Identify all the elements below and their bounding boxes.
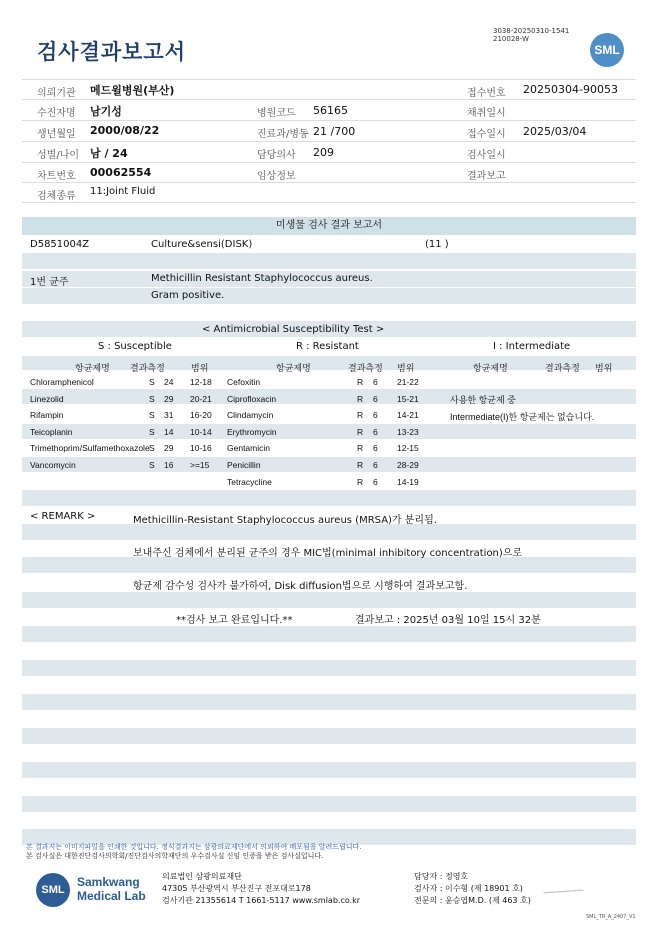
col1-drug: Teicoplanin <box>30 427 73 437</box>
col1-val: 29 <box>164 443 174 453</box>
footer-brand2: Medical Lab <box>77 889 146 903</box>
col2-val: 6 <box>373 443 378 453</box>
col1-val: 29 <box>164 394 174 404</box>
col2-res: R <box>357 427 364 437</box>
footer-staff2: 검사자 : 이수형 (제 18901 호) <box>414 884 523 893</box>
col2-range: 21-22 <box>397 377 419 387</box>
test-name: Culture&sensi(DISK) <box>151 239 253 250</box>
col1-header-drug: 항균제명 <box>75 364 110 374</box>
col2-res: R <box>357 477 364 487</box>
sex-age-label: 성별/나이 <box>37 150 80 161</box>
dept-value: 21 /700 <box>313 125 356 138</box>
report-complete: **검사 보고 완료입니다.** <box>176 615 293 626</box>
col1-range: >=15 <box>190 460 210 470</box>
col2-range: 28-29 <box>397 460 419 470</box>
col2-range: 14-19 <box>397 477 419 487</box>
receipt-date-value: 2025/03/04 <box>523 125 587 138</box>
col1-range: 10-16 <box>190 443 212 453</box>
col2-header-range: 범위 <box>397 364 415 374</box>
footer-logo-icon: SML <box>36 873 70 907</box>
remark-line3: 항균제 감수성 검사가 불가하여, Disk diffusion법으로 시행하여 결과보고함. <box>133 581 468 592</box>
doctor-value: 209 <box>313 146 334 159</box>
sml-logo-icon: SML <box>590 33 624 67</box>
col2-val: 6 <box>373 377 378 387</box>
col1-res: S <box>149 410 155 420</box>
specimen-value: 11:Joint Fluid <box>90 186 156 197</box>
col3-header-result: 결과측정 <box>545 364 580 374</box>
dob-label: 생년월일 <box>37 129 76 140</box>
col2-res: R <box>357 443 364 453</box>
legend-susceptible: S : Susceptible <box>98 341 172 352</box>
col1-val: 31 <box>164 410 174 420</box>
gram-stain: Gram positive. <box>151 290 225 301</box>
col1-drug: Chloramphenicol <box>30 377 94 387</box>
footer-address: 47305 부산광역시 부산진구 전포대로178 <box>162 884 311 893</box>
col1-range: 20-21 <box>190 394 212 404</box>
signature-mark <box>543 879 584 894</box>
collect-date-label: 채취일시 <box>467 108 506 119</box>
col1-res: S <box>149 394 155 404</box>
col2-range: 13-23 <box>397 427 419 437</box>
remark-line2: 보내주신 검체에서 분리된 균주의 경우 MIC법(minimal inhibitory concentration)으로 <box>133 548 523 559</box>
footer-contact: 검사기관 21355614 T 1661-5117 www.smlab.co.kr <box>162 896 361 905</box>
doc-id-line2: 210028-W <box>493 35 529 43</box>
footer-staff1: 담당자 : 정영호 <box>414 872 469 881</box>
legend-intermediate: I : Intermediate <box>493 341 571 352</box>
test-count: (11 ) <box>425 239 449 250</box>
chart-no-label: 차트번호 <box>37 171 76 182</box>
col1-drug: Rifampin <box>30 410 64 420</box>
col1-res: S <box>149 443 155 453</box>
name-value: 남기성 <box>90 105 122 118</box>
col2-header-result: 결과측정 <box>348 364 383 374</box>
col2-drug: Clindamycin <box>227 410 274 420</box>
footer-brand1: Samkwang <box>77 875 140 889</box>
col1-range: 10-14 <box>190 427 212 437</box>
doctor-label: 담당의사 <box>257 150 296 161</box>
receipt-no-value: 20250304-90053 <box>523 83 618 96</box>
footer-org: 의료법인 삼광의료재단 <box>162 872 242 881</box>
chart-no-value: 00062554 <box>90 166 152 179</box>
col2-drug: Ciprofloxacin <box>227 394 277 404</box>
hospital-value: 메드윌병원(부산) <box>90 84 175 97</box>
col1-header-range: 범위 <box>191 364 209 374</box>
notice-line1: 본 결과지는 이미지파일을 인쇄한 것입니다. 정식결과지는 삼광의료재단에서 의뢰하여 배포됨을 알려드립니다. <box>26 843 362 851</box>
col3-note2: Intermediate(I)한 항균제는 없습니다. <box>450 412 595 422</box>
col2-drug: Penicillin <box>227 460 261 470</box>
col1-val: 24 <box>164 377 174 387</box>
col1-header-result: 결과측정 <box>130 364 165 374</box>
form-code: SML_TR_A_2407_V1 <box>586 914 636 920</box>
col1-res: S <box>149 377 155 387</box>
col1-drug: Trimethoprim/Sulfamethoxazole <box>30 443 150 453</box>
col1-drug: Vancomycin <box>30 460 76 470</box>
test-code: D5851004Z <box>30 239 90 250</box>
col2-val: 6 <box>373 427 378 437</box>
report-time: 결과보고 : 2025년 03월 10일 15시 32분 <box>355 615 541 626</box>
col2-res: R <box>357 394 364 404</box>
col2-val: 6 <box>373 410 378 420</box>
col2-val: 6 <box>373 477 378 487</box>
test-date-label: 검사일시 <box>467 150 506 161</box>
col2-range: 15-21 <box>397 394 419 404</box>
col1-range: 16-20 <box>190 410 212 420</box>
ast-title: < Antimicrobial Susceptibility Test > <box>202 324 385 335</box>
remark-label: < REMARK > <box>30 511 96 522</box>
col2-range: 12-15 <box>397 443 419 453</box>
col3-header-range: 범위 <box>595 364 613 374</box>
legend-resistant: R : Resistant <box>296 341 359 352</box>
receipt-no-label: 접수번호 <box>467 88 506 99</box>
col1-range: 12-18 <box>190 377 212 387</box>
col2-drug: Gentamicin <box>227 443 270 453</box>
notice-line2: 본 검사실은 대한진단검사의학회/진단검사의학재단의 우수검사실 신임 인증을 받은 검사실입니다. <box>26 852 324 860</box>
col2-val: 6 <box>373 460 378 470</box>
col2-drug: Erythromycin <box>227 427 277 437</box>
organism-name: Methicillin Resistant Staphylococcus aureus. <box>151 273 373 284</box>
sex-age-value: 남 / 24 <box>90 147 128 160</box>
name-label: 수진자명 <box>37 108 76 119</box>
dob-value: 2000/08/22 <box>90 124 160 137</box>
col1-val: 14 <box>164 427 174 437</box>
organism-label: 1번 균주 <box>30 277 69 288</box>
col2-res: R <box>357 377 364 387</box>
receipt-date-label: 접수일시 <box>467 129 506 140</box>
col2-drug: Cefoxitin <box>227 377 261 387</box>
section-title: 미생물 검사 결과 보고서 <box>22 217 636 235</box>
col2-val: 6 <box>373 394 378 404</box>
col2-range: 14-21 <box>397 410 419 420</box>
clinical-label: 임상정보 <box>257 171 296 182</box>
col1-res: S <box>149 427 155 437</box>
col3-header-drug: 항균제명 <box>473 364 508 374</box>
col2-drug: Tetracycline <box>227 477 272 487</box>
footer-staff3: 전문의 : 윤승엽M.D. (제 463 호) <box>414 896 531 905</box>
col1-res: S <box>149 460 155 470</box>
document-id <box>493 27 569 43</box>
doc-id-line1: 3038-20250310-1541 <box>493 27 570 35</box>
hospital-code-value: 56165 <box>313 104 348 117</box>
col3-note1: 사용한 항균제 중 <box>450 395 516 405</box>
col2-res: R <box>357 460 364 470</box>
remark-line1: Methicillin-Resistant Staphylococcus aureus (MRSA)가 분리됨. <box>133 515 437 526</box>
col1-drug: Linezolid <box>30 394 64 404</box>
col2-res: R <box>357 410 364 420</box>
col1-val: 16 <box>164 460 174 470</box>
col2-header-drug: 항균제명 <box>276 364 311 374</box>
report-label: 결과보고 <box>467 171 506 182</box>
dept-label: 진료과/병동 <box>257 129 309 140</box>
hospital-code-label: 병원코드 <box>257 108 296 119</box>
page-title: 검사결과보고서 <box>37 40 187 64</box>
hospital-label: 의뢰기관 <box>37 88 76 99</box>
specimen-label: 검체종류 <box>37 191 76 202</box>
